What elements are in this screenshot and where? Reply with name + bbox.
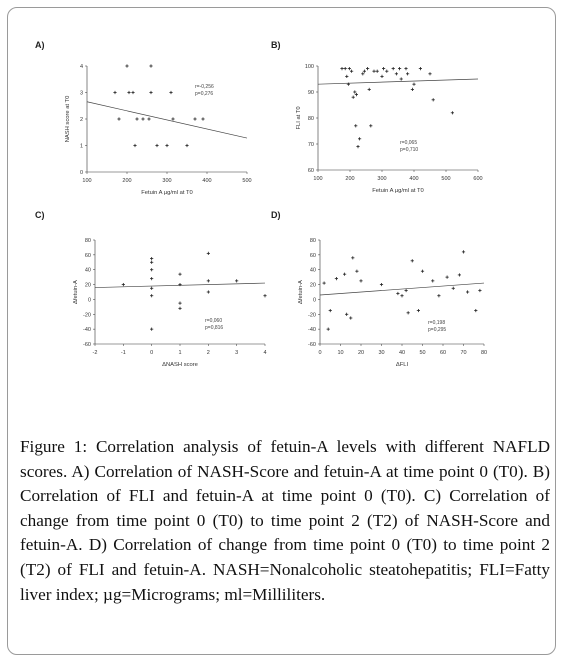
data-point (349, 316, 352, 319)
data-point (327, 328, 330, 331)
data-point (358, 137, 361, 140)
data-point (165, 144, 168, 147)
data-point (380, 283, 383, 286)
data-point (432, 98, 435, 101)
x-tick-label: 60 (439, 350, 447, 356)
figure-caption (20, 435, 550, 607)
x-tick-label: 2 (206, 350, 210, 356)
data-point (356, 145, 359, 148)
data-point (404, 67, 407, 70)
data-point (169, 91, 172, 94)
data-point (466, 290, 469, 293)
y-tick-label: 80 (309, 238, 316, 244)
data-point (363, 70, 366, 73)
data-point (354, 124, 357, 127)
y-tick-label: 2 (79, 117, 83, 123)
figure-caption-label: Figure 1: (20, 437, 88, 456)
data-point (428, 72, 431, 75)
data-point (406, 72, 409, 75)
y-tick-label: 1 (79, 143, 83, 150)
data-point (235, 279, 238, 282)
data-point (150, 294, 153, 297)
data-point (372, 70, 375, 73)
data-point (178, 307, 181, 310)
y-tick-label: 80 (307, 116, 314, 122)
data-point (474, 309, 477, 312)
y-tick-label: 0 (312, 297, 316, 304)
y-tick-label: -40 (308, 327, 316, 334)
x-tick-label: 0 (318, 350, 322, 356)
data-point (125, 64, 128, 67)
data-point (117, 117, 120, 120)
y-tick-label: -60 (308, 342, 316, 348)
y-tick-label: -40 (83, 327, 91, 334)
data-point (437, 294, 440, 297)
x-axis-label: ΔFLI (395, 362, 409, 368)
data-point (133, 144, 136, 147)
y-tick-label: 90 (307, 90, 314, 96)
data-point (348, 67, 351, 70)
y-tick-label: 0 (79, 170, 83, 176)
x-tick-label: 500 (242, 178, 252, 184)
x-tick-label: 100 (82, 178, 92, 184)
panel-a-letter: A) (35, 40, 45, 50)
y-tick-label: 20 (84, 282, 91, 289)
x-axis-label: ΔNASH score (162, 362, 198, 368)
panel-b-letter: B) (271, 40, 281, 50)
regression-line (320, 283, 484, 295)
data-point (355, 270, 358, 273)
data-point (178, 273, 181, 276)
x-tick-label: 200 (122, 178, 132, 184)
panel-d-letter: D) (271, 210, 281, 220)
data-point (380, 75, 383, 78)
y-axis-label: Δfetuin-A (298, 280, 304, 304)
data-point (345, 313, 348, 316)
scatter-plot-a (55, 58, 260, 208)
x-tick-label: 1 (178, 350, 182, 356)
x-tick-label: 80 (480, 350, 488, 356)
data-point (451, 111, 454, 114)
data-point (329, 309, 332, 312)
data-point (345, 75, 348, 78)
y-tick-label: 60 (307, 168, 314, 174)
x-tick-label: -2 (92, 350, 98, 356)
data-point (352, 96, 355, 99)
data-point (150, 287, 153, 290)
x-tick-label: 500 (441, 176, 451, 182)
x-tick-label: 30 (378, 350, 385, 356)
y-tick-label: 60 (84, 252, 91, 259)
data-point (150, 268, 153, 271)
scatter-plot-b (288, 66, 493, 208)
data-point (366, 67, 369, 70)
data-point (150, 261, 153, 264)
data-point (368, 88, 371, 91)
data-point (263, 294, 266, 297)
y-tick-label: 100 (304, 64, 314, 70)
data-point (353, 90, 356, 93)
y-tick-label: -20 (83, 312, 91, 319)
stats-annotation: r=0,060 (205, 318, 223, 324)
data-point (201, 117, 204, 120)
data-point (400, 294, 403, 297)
data-point (396, 292, 399, 295)
data-point (350, 70, 353, 73)
data-point (382, 67, 385, 70)
panel-c-letter: C) (35, 210, 45, 220)
x-axis-label: Fetuin A µg/ml at T0 (372, 188, 424, 194)
data-point (462, 250, 465, 253)
x-tick-label: 0 (150, 350, 154, 356)
y-axis-label: FLI at T0 (296, 106, 302, 130)
data-point (155, 144, 158, 147)
stats-annotation: r=0,198 (428, 320, 446, 326)
x-tick-label: 70 (460, 350, 467, 356)
data-point (421, 270, 424, 273)
data-point (351, 256, 354, 259)
y-tick-label: 40 (84, 267, 91, 274)
data-point (343, 273, 346, 276)
data-point (452, 287, 455, 290)
data-point (359, 279, 362, 282)
regression-line (318, 79, 478, 84)
data-point (478, 289, 481, 292)
data-point (417, 309, 420, 312)
data-point (369, 124, 372, 127)
data-point (411, 259, 414, 262)
x-tick-label: 400 (409, 176, 419, 182)
data-point (149, 91, 152, 94)
data-point (411, 88, 414, 91)
data-point (431, 279, 434, 282)
x-tick-label: 50 (419, 350, 426, 356)
y-axis-label: NASH score at T0 (65, 95, 71, 143)
regression-line (87, 102, 247, 138)
data-point (344, 67, 347, 70)
stats-annotation: p=0,816 (205, 325, 224, 331)
data-point (412, 83, 415, 86)
data-point (340, 67, 343, 70)
data-point (419, 67, 422, 70)
y-tick-label: 20 (309, 282, 316, 289)
x-tick-label: 600 (473, 176, 483, 182)
x-tick-label: 20 (357, 350, 365, 356)
y-tick-label: -20 (308, 312, 316, 319)
data-point (122, 283, 125, 286)
y-tick-label: 80 (84, 238, 91, 244)
y-tick-label: 0 (87, 297, 91, 304)
data-point (150, 328, 153, 331)
data-point (207, 279, 210, 282)
data-point (147, 117, 150, 120)
y-tick-label: 70 (307, 142, 314, 148)
data-point (185, 144, 188, 147)
y-tick-label: -60 (83, 342, 91, 348)
data-point (207, 290, 210, 293)
scatter-plot-d (288, 232, 498, 387)
x-tick-label: 200 (345, 176, 355, 182)
y-tick-label: 4 (79, 64, 83, 70)
data-point (150, 277, 153, 280)
data-point (131, 91, 134, 94)
x-tick-label: 40 (398, 350, 406, 356)
stats-annotation: p=0,710 (400, 147, 419, 153)
data-point (400, 77, 403, 80)
x-tick-label: 300 (162, 178, 172, 184)
data-point (178, 302, 181, 305)
data-point (392, 67, 395, 70)
x-tick-label: 10 (337, 350, 344, 356)
x-tick-label: 4 (263, 350, 267, 356)
figure-caption-text: Correlation analysis of fetuin-A levels with different NAFLD scores. A) Correlation of NASH-Score and fetuin-A at time point 0 (T0). B) Correlation of FLI and fetuin-A at time point 0 (T0). C) Correlation of change from time point 0 (T0) to time point 2 (T2) of NASH-Score and fetuin-A. D) Correlation of change from time point 0 (T0) to time point 2 (T2) of FLI and fetuin-A. NASH=Nonalcoholic steatohepatitis; FLI=Fatty liver index; µg=Micrograms; ml=Milliliters. (20, 437, 550, 604)
data-point (361, 72, 364, 75)
y-tick-label: 3 (79, 90, 83, 97)
x-tick-label: 400 (202, 178, 212, 184)
stats-annotation: r=-0,256 (195, 84, 214, 90)
y-tick-label: 60 (309, 252, 316, 259)
data-point (207, 252, 210, 255)
data-point (141, 117, 144, 120)
data-point (335, 277, 338, 280)
y-axis-label: Δfetuin-A (73, 280, 79, 304)
data-point (323, 281, 326, 284)
data-point (398, 67, 401, 70)
y-tick-label: 40 (309, 267, 316, 274)
data-point (405, 289, 408, 292)
x-tick-label: 3 (235, 350, 239, 356)
data-point (135, 117, 138, 120)
data-point (150, 257, 153, 260)
data-point (407, 311, 410, 314)
stats-annotation: p=0,295 (428, 327, 447, 333)
data-point (376, 70, 379, 73)
data-point (458, 273, 461, 276)
x-axis-label: Fetuin A µg/ml at T0 (141, 190, 193, 196)
data-point (446, 276, 449, 279)
data-point (193, 117, 196, 120)
data-point (355, 93, 358, 96)
x-tick-label: 100 (313, 176, 323, 182)
data-point (171, 117, 174, 120)
data-point (395, 72, 398, 75)
scatter-plot-c (55, 232, 275, 387)
stats-annotation: p=0,276 (195, 91, 214, 97)
x-tick-label: -1 (120, 350, 126, 356)
x-tick-label: 300 (377, 176, 387, 182)
data-point (127, 91, 130, 94)
data-point (385, 70, 388, 73)
data-point (113, 91, 116, 94)
data-point (149, 64, 152, 67)
stats-annotation: r=0,065 (400, 140, 418, 146)
